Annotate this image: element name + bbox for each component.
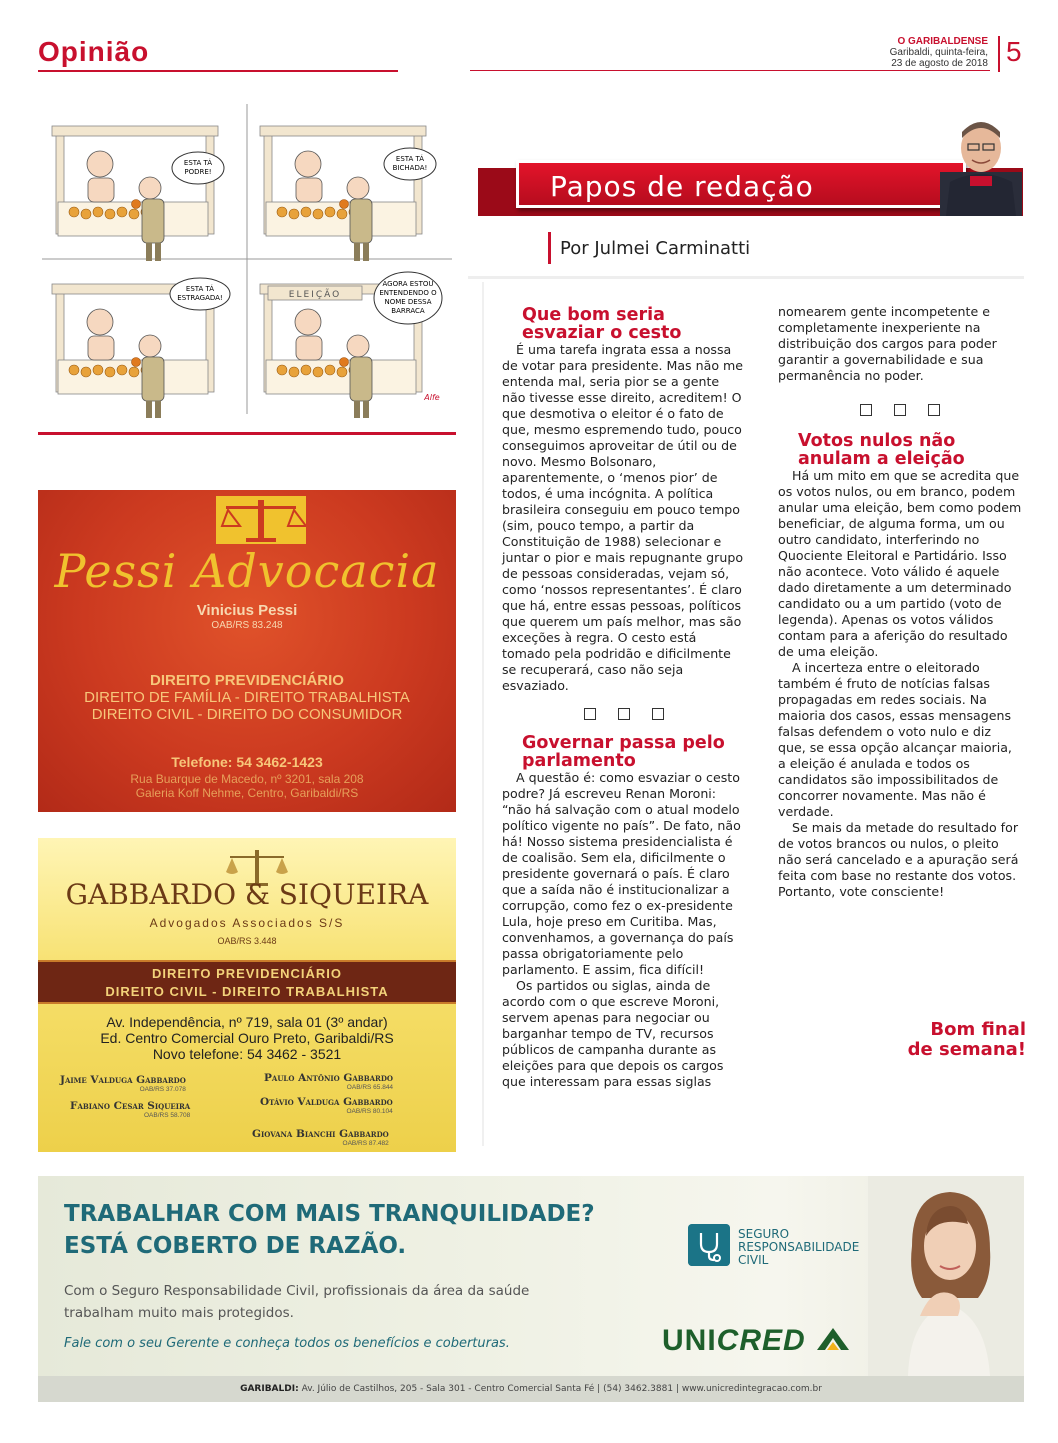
separator [502,708,746,720]
practice-area: DIREITO CIVIL - DIREITO TRABALHISTA [105,984,389,999]
page-number-rule [998,36,1000,72]
address-line: Av. Independência, nº 719, sala 01 (3º andar) [106,1014,388,1030]
signoff-line: de semana! [907,1039,1026,1060]
unicred-headline [64,1198,595,1262]
practice-area: DIREITO PREVIDENCIÁRIO [150,672,344,689]
paragraph: É uma tarefa ingrata essa a nossa de votar para presidente. Mas não me entenda mal, seria pior se a gente não tivesse esse direito, acreditem! O que desmotiva o eleitor é o fato de que, mesmo espremendo tudo, pouco conseguimos aproveitar de útil ou de novo. Mesmo Bolsonaro, aparentemente, o ‘menos pior’ de todos, é uma incógnita. A política brasileira conseguiu em pouco tempo (sim, pouco tempo, a partir da Constituição de 1988) selecionar e juntar o pior e mais repugnante grupo de pessoas consideradas, vejam só, como ‘nossos representantes’. É claro que há, entre essas pessoas, políticos que querem um país melhor, mas são exceções à regra. O cesto está tomado pela podridão e dificilmente se recuperará, caso não seja esvaziado. [502,342,744,693]
lawyer-entry [264,1072,393,1091]
footer-address: Av. Júlio de Castilhos, 205 - Sala 301 - Centro Comercial Santa Fé | (54) 3462.3881 | www.unicredintegracao.com.br [301,1384,822,1394]
dateline: 23 de agosto de 2018 [891,58,988,69]
speech-text: NOME DESSA [384,298,432,306]
pessi-areas [38,672,456,723]
column-rule-vertical [482,282,484,1146]
lawyer-oab: OAB/RS 80.104 [346,1108,393,1115]
lawyer-oab: OAB/RS 87.482 [342,1140,389,1147]
headline-line: ESTÁ COBERTO DE RAZÃO. [64,1233,407,1259]
dateline: Garibaldi, quinta-feira, [889,47,988,58]
speech-text: AGORA ESTOU [382,280,434,288]
address-line: Ed. Centro Comercial Ouro Preto, Garibaldi/RS [100,1030,394,1046]
unicred-body [64,1280,529,1324]
cartoon-strip [38,100,456,418]
speech-text: ESTA TÁ [183,159,213,167]
lawyer-oab: OAB/RS 58.708 [143,1112,191,1119]
column-rule [468,276,1024,279]
unicred-arrow-icon [815,1326,851,1352]
pessi-address [38,772,456,800]
unicred-cta: Fale com o seu Gerente e conheça todos os benefícios e coberturas. [64,1336,510,1351]
lawyer-entry [60,1074,186,1093]
stethoscope-icon [688,1224,730,1266]
lawyer-name: Paulo Antônio Gabbardo [264,1072,394,1084]
lawyer-entry [70,1100,190,1119]
subhead: Que bom seria esvaziar o cesto [522,305,682,343]
woman-photo [868,1176,1024,1376]
paper-name: O GARIBALDENSE [897,36,988,47]
ad-gabbardo-siqueira[interactable] [38,838,456,1152]
gabbardo-brand: GABBARDO & SIQUEIRA [65,878,429,911]
speech-text: ENTENDENDO O [379,289,437,297]
paragraph: A questão é: como esvaziar o cesto podre? Já escreveu Renan Moroni: “não há salvação com o atual modelo político vigente no país”. De fato, não há! Nosso sistema presidencialista é de coalisão. Sem ela, dificilmente o presidente governará o país. É claro que a saída não é institucionalizar a corrupção, como fez o ex-presidente Lula, hoje preso em Curitiba. Mas, convenhamos, a governança do país passa obrigatoriamente pelo parlamento. E assim, fica difícil! [502,770,741,977]
seguro-label [738,1228,859,1267]
address-line: Rua Buarque de Macedo, nº 3201, sala 208 [130,772,364,786]
header-rule [470,70,990,71]
lawyer-oab: OAB/RS 65.844 [346,1084,394,1091]
gabbardo-address [38,1014,456,1062]
paragraph: nomearem gente incompetente e completamente inexperiente na distribuição dos cargos para poder garantir a governabilidade e sua permanência no poder. [778,304,997,383]
author-photo [940,112,1022,216]
speech-text: PODRE! [184,168,212,176]
body-line: trabalham muito mais protegidos. [64,1305,294,1321]
paragraph: Há um mito em que se acredita que os votos nulos, ou em branco, podem anular uma eleição, bem como podem beneficiar, de alguma forma, um ou outro candidato, interferindo no Quociente Eleitoral e Partidário. Isso não acontece. Voto válido é aquele dado diretamente a um determinado candidato ou a um partido (voto de legenda). Apenas os votos válidos contam para a aferição do resultado de uma eleição. [778,468,1022,659]
header-rule [38,70,398,72]
subhead: Votos nulos não anulam a eleição [798,431,965,469]
speech-text: ESTA TÁ [395,155,425,163]
section-title: Opinião [38,36,150,67]
pessi-phone: Telefone: 54 3462-1423 [171,754,323,770]
headline-line: TRABALHAR COM MAIS TRANQUILIDADE? [64,1201,595,1227]
article-column-right [778,304,1022,900]
lawyer-name: Otávio Valduga Gabbardo [260,1096,393,1108]
logo-part: UNI [662,1324,717,1357]
address-line: Galeria Koff Nehme, Centro, Garibaldi/RS [135,786,359,800]
cartoonist-signature: Alfe [424,393,440,402]
practice-area: DIREITO PREVIDENCIÁRIO [151,966,343,981]
lawyer-name: Jaime Valduga Gabbardo [60,1074,186,1086]
byline-bar [548,232,551,264]
byline: Por Julmei Carminatti [560,238,751,259]
unicred-footer [38,1376,1024,1402]
footer-city: GARIBALDI: [240,1384,299,1394]
subhead: Governar passa pelo parlamento [522,733,725,771]
paragraph: Os partidos ou siglas, ainda de acordo com o que escreve Moroni, servem apenas para negociar ou barganhar tempo de TV, recursos públicos de campanha durante as eleições para que depois os cargos que interessam para essas siglas [502,978,724,1089]
gabbardo-practice-band [38,960,456,1004]
column-title: Papos de redação [550,170,814,203]
lawyer-entry [260,1096,393,1115]
lawyer-oab: OAB/RS 37.078 [139,1086,186,1093]
lawyer-name: Giovana Bianchi Gabbardo [252,1128,389,1140]
logo-part: CRED [716,1324,806,1357]
pessi-brand: Pessi Advocacia [54,544,440,598]
pessi-person: Vinicius Pessi [196,602,298,619]
unicred-logo [662,1324,851,1358]
practice-area: DIREITO CIVIL - DIREITO DO CONSUMIDOR [91,706,403,723]
speech-text: BARRACA [391,307,425,315]
separator [778,404,1022,416]
masthead [890,36,988,69]
seguro-line: CIVIL [738,1253,769,1267]
lawyer-entry [252,1128,389,1147]
scales-icon [216,496,306,544]
ad-unicred[interactable] [38,1176,1024,1402]
paragraph: A incerteza entre o eleitorado também é fruto de notícias falsas propagadas em redes sociais. Na maioria dos casos, essas mensagens falsas defendem o voto nulo e diz que, se essa opção alcançar maioria, a eleição é anulada e todos os candidatos são impossibilitados de concorrer novamente. Mas não é verdade. [778,660,1012,819]
speech-text: ESTRAGADA! [177,294,223,302]
phone-line: Novo telefone: 54 3462 - 3521 [152,1046,342,1062]
practice-area: DIREITO DE FAMÍLIA - DIREITO TRABALHISTA [84,689,410,706]
gabbardo-oab: OAB/RS 3.448 [217,936,277,946]
pessi-oab: OAB/RS 83.248 [211,620,283,631]
stall-sign: ELEIÇÃO [288,290,342,300]
ad-pessi-advocacia[interactable] [38,490,456,812]
cartoon-rule [38,432,456,435]
seguro-line: RESPONSABILIDADE [738,1240,860,1254]
lawyer-name: Fabiano Cesar Siqueira [70,1100,191,1112]
gabbardo-subtitle: Advogados Associados S/S [149,916,345,930]
body-line: Com o Seguro Responsabilidade Civil, profissionais da área da saúde [64,1283,530,1299]
paragraph: Se mais da metade do resultado for de votos brancos ou nulos, o pleito não será cancelado e a apuração será feita com base no restante dos votos. Portanto, vote consciente! [778,820,1019,899]
article-column-left [502,306,746,1090]
signoff [866,1020,1026,1060]
speech-text: ESTA TÁ [185,285,215,293]
signoff-line: Bom final [930,1019,1026,1040]
seguro-line: SEGURO [738,1227,790,1241]
page-number: 5 [1006,36,1022,67]
speech-text: BICHADA! [392,164,428,172]
